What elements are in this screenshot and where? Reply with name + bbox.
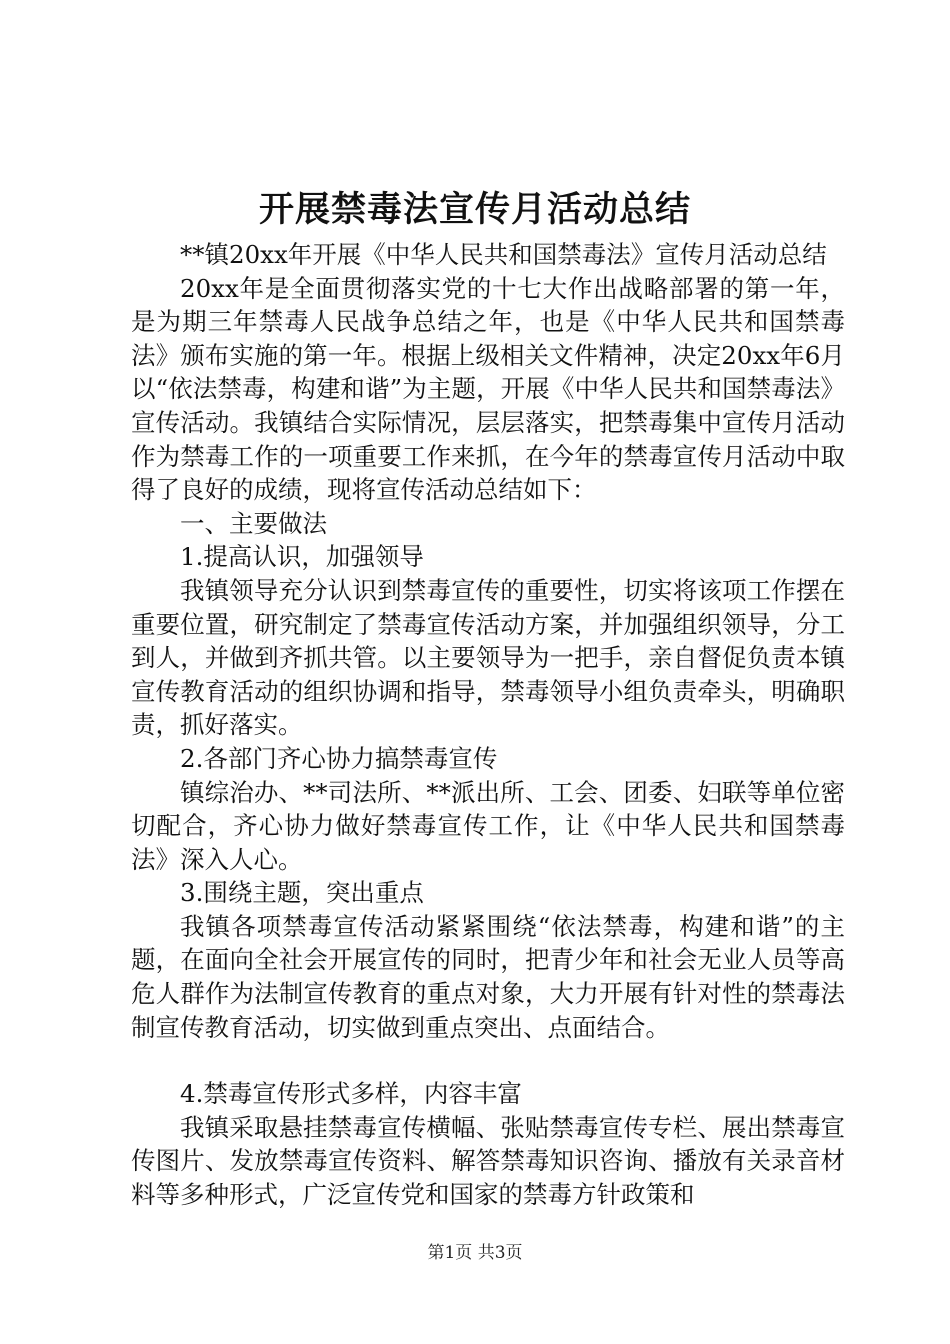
subheading-3: 3.围绕主题，突出重点 (180, 878, 424, 908)
paragraph-3: 我镇各项禁毒宣传活动紧紧围绕“依法禁毒，构建和谐”的主题，在面向全社会开展宣传的同时，把青少年和社会无业人员等高危人群作为法制宣传教育的重点对象，大力开展有针对性的禁毒法制宣传教育活动，切实做到重点突出、点面结合。 (131, 911, 845, 1042)
subheading-1: 1.提高认识，加强领导 (180, 542, 424, 572)
subheading-4: 4.禁毒宣传形式多样，内容丰富 (180, 1079, 522, 1109)
paragraph-intro: 20xx年是全面贯彻落实党的十七大作出战略部署的第一年，是为期三年禁毒人民战争总结之年，也是《中华人民共和国禁毒法》颁布实施的第一年。根据上级相关文件精神，决定20xx年6月以“依法禁毒，构建和谐”为主题，开展《中华人民共和国禁毒法》宣传活动。我镇结合实际情况，层层落实，把禁毒集中宣传月活动作为禁毒工作的一项重要工作来抓，在今年的禁毒宣传月活动中取得了良好的成绩，现将宣传活动总结如下： (131, 273, 845, 505)
document-body (131, 238, 845, 1212)
document-title: 开展禁毒法宣传月活动总结 (258, 189, 691, 230)
page-number-footer: 第1页 共3页 (427, 1243, 523, 1263)
paragraph-2: 镇综治办、**司法所、**派出所、工会、团委、妇联等单位密切配合，齐心协力做好禁毒宣传工作，让《中华人民共和国禁毒法》深入人心。 (131, 777, 845, 874)
subheading-2: 2.各部门齐心协力搞禁毒宣传 (180, 743, 498, 773)
section-heading-main-methods: 一、主要做法 (180, 508, 327, 538)
paragraph-1: 我镇领导充分认识到禁毒宣传的重要性，切实将该项工作摆在重要位置，研究制定了禁毒宣传活动方案，并加强组织领导，分工到人，并做到齐抓共管。以主要领导为一把手，亲自督促负责本镇宣传教育活动的组织协调和指导，禁毒领导小组负责牵头，明确职责，抓好落实。 (131, 575, 845, 740)
paragraph-4: 我镇采取悬挂禁毒宣传横幅、张贴禁毒宣传专栏、展出禁毒宣传图片、发放禁毒宣传资料、解答禁毒知识咨询、播放有关录音材料等多种形式，广泛宣传党和国家的禁毒方针政策和 (131, 1112, 845, 1210)
paragraph-subtitle: **镇20xx年开展《中华人民共和国禁毒法》宣传月活动总结 (180, 240, 827, 269)
